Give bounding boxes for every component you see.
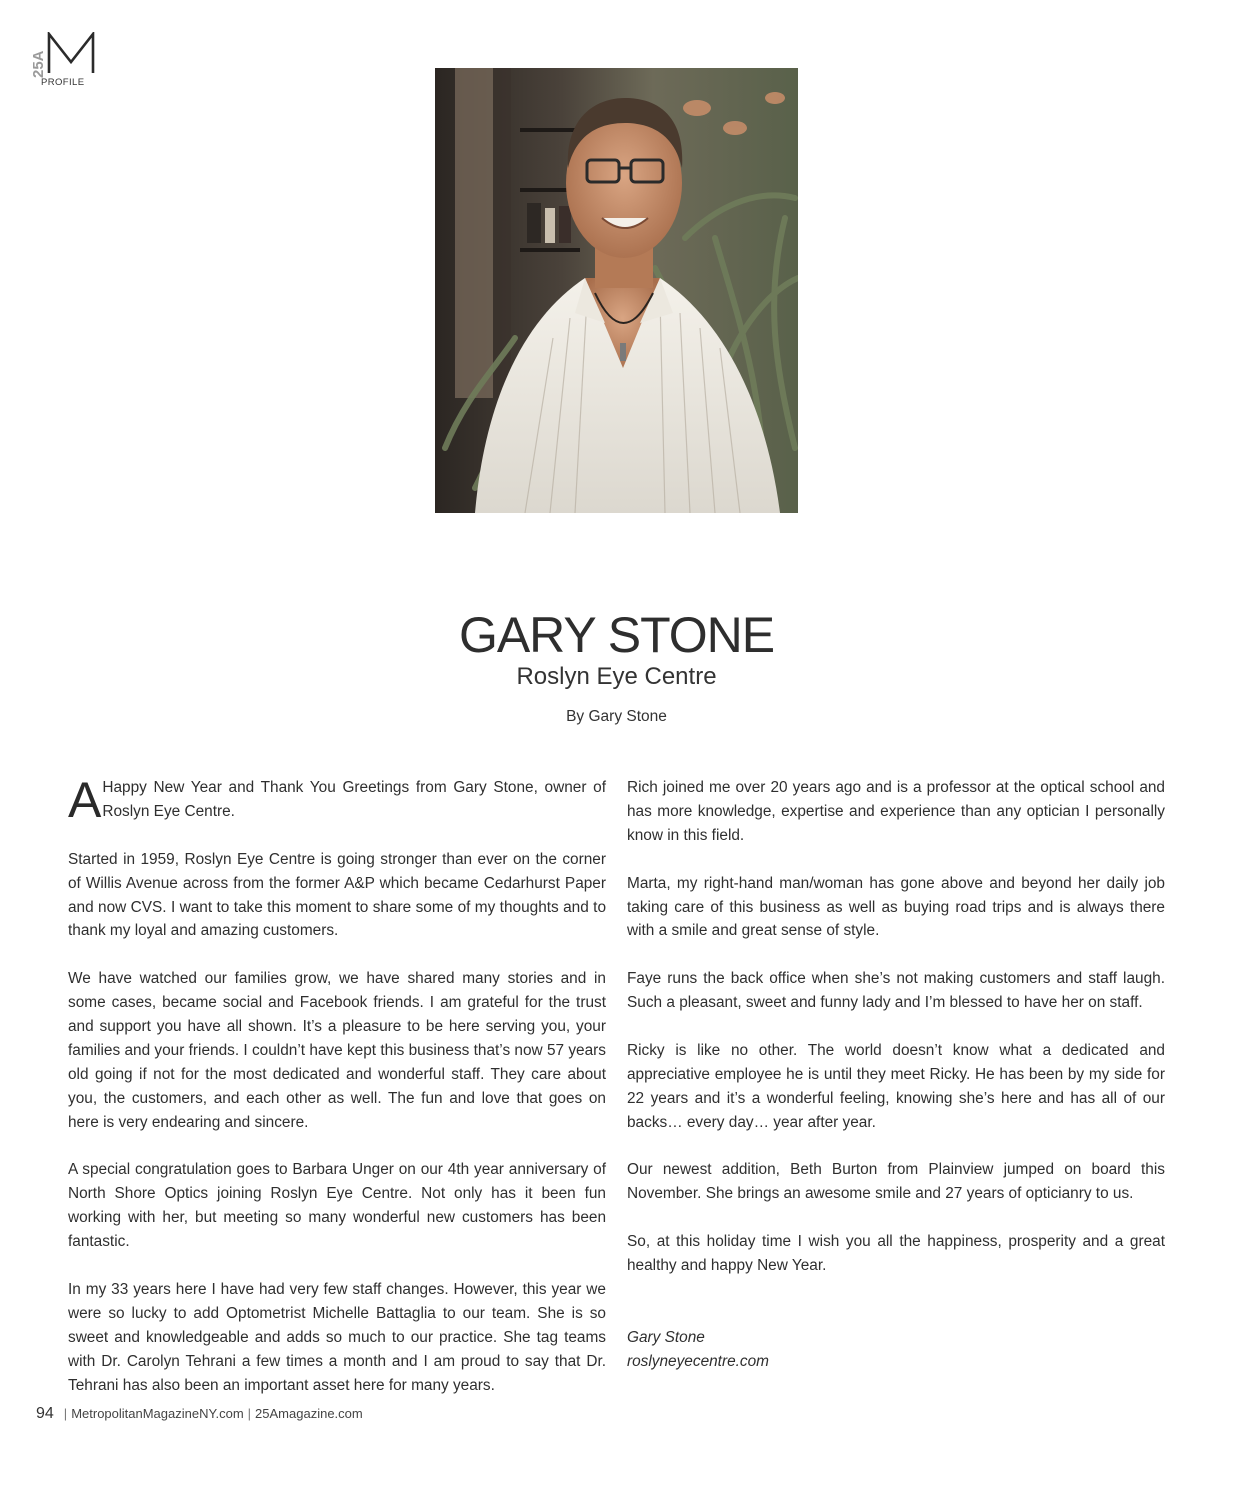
portrait-illustration: [435, 68, 798, 513]
footer-site-25a[interactable]: 25Amagazine.com: [255, 1406, 363, 1421]
page-number: 94: [36, 1405, 54, 1422]
signature-name: Gary Stone: [627, 1328, 705, 1346]
masthead-m-letter: [46, 32, 96, 74]
paragraph: Rich joined me over 20 years ago and is a professor at the optical school and has more knowledge, expertise and experience than any optician I personally know in this field.: [627, 779, 1165, 844]
paragraph: In my 33 years here I have had very few staff changes. However, this year we were so lucky to add Optometrist Michelle Battaglia to our team. She is so sweet and knowledgeable and adds so much to our practice. She tag teams with Dr. Carolyn Tehrani a few times a month and I am proud to say that Dr. Tehrani has also been an important asset here for many years.: [68, 1280, 606, 1394]
masthead-logo: [32, 30, 102, 90]
article-column-left: [68, 772, 606, 1421]
paragraph: Started in 1959, Roslyn Eye Centre is going stronger than ever on the corner of Willis Avenue across from the former A&P which became Cedarhurst Paper and now CVS. I want to take this moment to share some of my thoughts and to thank my loyal and amazing customers.: [68, 850, 606, 940]
drop-cap: A: [68, 772, 102, 828]
masthead-vertical-text: 25A: [30, 50, 47, 78]
footer-site-metropolitan[interactable]: MetropolitanMagazineNY.com: [71, 1406, 244, 1421]
page-footer: [36, 1404, 363, 1424]
paragraph: Our newest addition, Beth Burton from Plainview jumped on board this November. She brings an awesome smile and 27 years of opticianry to us.: [627, 1161, 1165, 1203]
article-title: GARY STONE: [458, 607, 775, 663]
article-column-right: [627, 776, 1165, 1374]
masthead-section-label: PROFILE: [41, 77, 85, 88]
article-byline: By Gary Stone: [566, 708, 667, 725]
signature-website[interactable]: roslyneyecentre.com: [627, 1352, 769, 1370]
article-subtitle: Roslyn Eye Centre: [516, 663, 717, 690]
footer-divider: |: [63, 1406, 68, 1421]
paragraph: So, at this holiday time I wish you all the happiness, prosperity and a great healthy and happy New Year.: [627, 1233, 1165, 1275]
paragraph-text: Happy New Year and Thank You Greetings from Gary Stone, owner of Roslyn Eye Centre.: [102, 779, 606, 820]
paragraph: Marta, my right-hand man/woman has gone above and beyond her daily job taking care of this business as well as buying road trips and is always there with a smile and great sense of style.: [627, 874, 1165, 940]
paragraph: We have watched our families grow, we have shared many stories and in some cases, became social and Facebook friends. I am grateful for the trust and support you have all shown. It’s a pleasure to be here serving you, your families and your friends. I couldn’t have kept this business that’s now 57 years old going if not for the most dedicated and wonderful staff. They care about you, the customers, and each other as well. The fun and love that goes on here is very endearing and sincere.: [68, 970, 606, 1131]
paragraph: A special congratulation goes to Barbara Unger on our 4th year anniversary of North Shore Optics joining Roslyn Eye Centre. Not only has it been fun working with her, but meeting so many wonderful new customers has been fantastic.: [68, 1161, 606, 1251]
footer-divider: |: [247, 1406, 252, 1421]
paragraph: Faye runs the back office when she’s not making customers and staff laugh. Such a pleasant, sweet and funny lady and I’m blessed to have her on staff.: [627, 970, 1165, 1012]
paragraph: Ricky is like no other. The world doesn’t know what a dedicated and appreciative employee he is until they meet Ricky. He has been by my side for 22 years and it’s a wonderful feeling, knowing she’s here and has all of our backs… every day… year after year.: [627, 1041, 1165, 1131]
paragraph: [68, 772, 606, 828]
portrait-photo: [435, 68, 798, 513]
